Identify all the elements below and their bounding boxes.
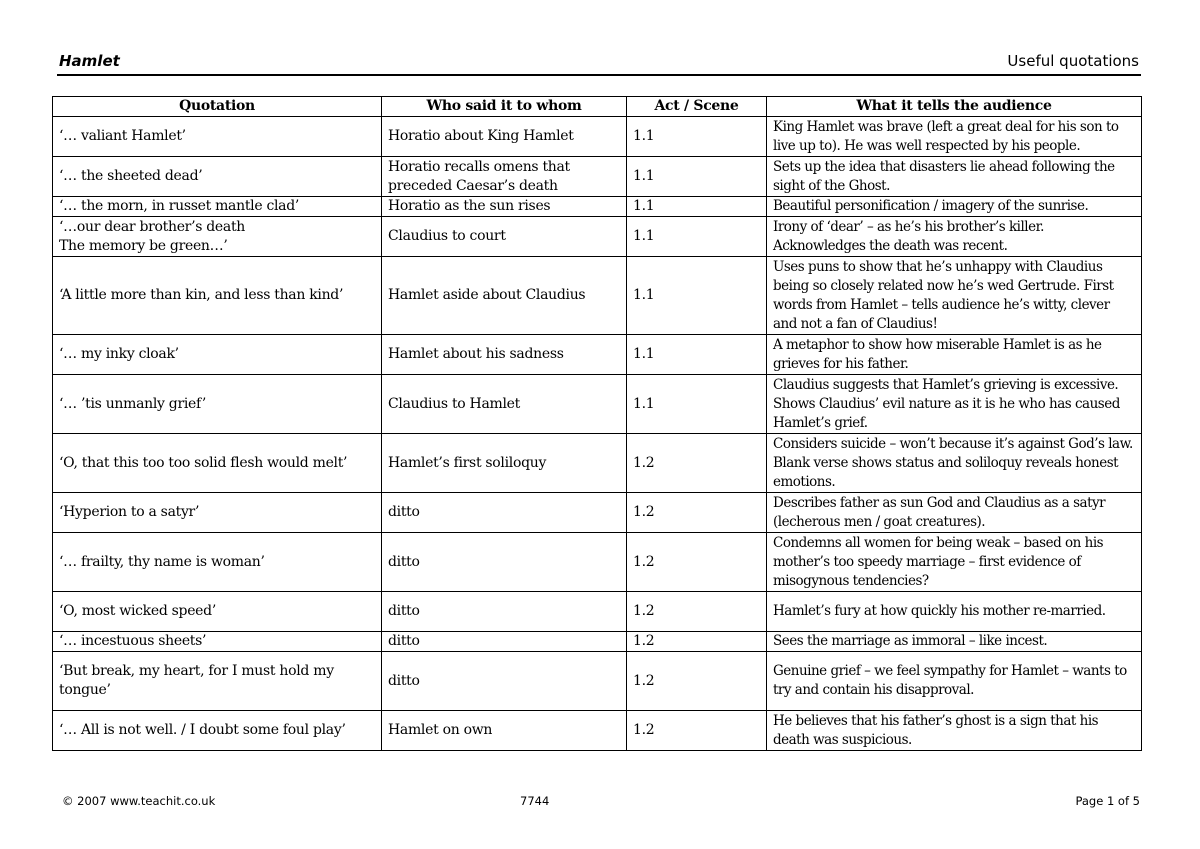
cell-quotation: ‘Hyperion to a satyr’ — [53, 493, 382, 533]
column-header-quotation: Quotation — [53, 97, 382, 117]
cell-who: Horatio as the sun rises — [382, 197, 627, 217]
cell-act-scene: 1.1 — [627, 257, 767, 335]
cell-quotation: ‘O, most wicked speed’ — [53, 592, 382, 632]
cell-audience: Claudius suggests that Hamlet’s grieving is excessive. Shows Claudius’ evil nature as it is he who has caused Hamlet’s grief. — [767, 375, 1142, 434]
footer-copyright: © 2007 www.teachit.co.uk — [62, 794, 216, 808]
cell-audience: Genuine grief – we feel sympathy for Hamlet – wants to try and contain his disapproval. — [767, 652, 1142, 711]
quotations-table — [52, 96, 1142, 751]
cell-who: ditto — [382, 493, 627, 533]
cell-audience: Condemns all women for being weak – based on his mother’s too speedy marriage – first evidence of misogynous tendencies? — [767, 533, 1142, 592]
cell-audience: A metaphor to show how miserable Hamlet is as he grieves for his father. — [767, 335, 1142, 375]
column-header-act-scene: Act / Scene — [627, 97, 767, 117]
cell-act-scene: 1.2 — [627, 434, 767, 493]
cell-quotation: ‘… All is not well. / I doubt some foul play’ — [53, 711, 382, 751]
table-row — [53, 117, 1142, 157]
table-row — [53, 375, 1142, 434]
cell-who: ditto — [382, 652, 627, 711]
table-row — [53, 533, 1142, 592]
column-header-audience: What it tells the audience — [767, 97, 1142, 117]
cell-act-scene: 1.2 — [627, 493, 767, 533]
document-subtitle: Useful quotations — [1007, 52, 1139, 70]
cell-audience: Sets up the idea that disasters lie ahead following the sight of the Ghost. — [767, 157, 1142, 197]
page-footer — [62, 794, 1140, 810]
cell-who: ditto — [382, 533, 627, 592]
cell-quotation: ‘… incestuous sheets’ — [53, 632, 382, 652]
cell-act-scene: 1.2 — [627, 533, 767, 592]
table-body — [53, 117, 1142, 751]
table-row — [53, 197, 1142, 217]
cell-act-scene: 1.2 — [627, 652, 767, 711]
cell-quotation: ‘… ’tis unmanly grief’ — [53, 375, 382, 434]
cell-quotation: ‘…our dear brother’s death The memory be green…’ — [53, 217, 382, 257]
cell-act-scene: 1.1 — [627, 217, 767, 257]
cell-act-scene: 1.1 — [627, 197, 767, 217]
cell-audience: Beautiful personification / imagery of the sunrise. — [767, 197, 1142, 217]
column-header-who: Who said it to whom — [382, 97, 627, 117]
cell-audience: He believes that his father’s ghost is a sign that his death was suspicious. — [767, 711, 1142, 751]
table-header-row — [53, 97, 1142, 117]
table-row — [53, 434, 1142, 493]
cell-quotation: ‘… the morn, in russet mantle clad’ — [53, 197, 382, 217]
cell-act-scene: 1.1 — [627, 335, 767, 375]
cell-audience: King Hamlet was brave (left a great deal for his son to live up to). He was well respected by his people. — [767, 117, 1142, 157]
table-row — [53, 157, 1142, 197]
cell-audience: Describes father as sun God and Claudius as a satyr (lecherous men / goat creatures). — [767, 493, 1142, 533]
cell-quotation: ‘O, that this too too solid flesh would melt’ — [53, 434, 382, 493]
cell-who: Hamlet about his sadness — [382, 335, 627, 375]
cell-audience: Uses puns to show that he’s unhappy with Claudius being so closely related now he’s wed Gertrude. First words from Hamlet – tells audience he’s witty, clever and not a fan of Claudius! — [767, 257, 1142, 335]
cell-audience: Hamlet’s fury at how quickly his mother re-married. — [767, 592, 1142, 632]
table-row — [53, 493, 1142, 533]
cell-quotation: ‘… valiant Hamlet’ — [53, 117, 382, 157]
footer-page-number: Page 1 of 5 — [1075, 794, 1140, 808]
cell-act-scene: 1.2 — [627, 592, 767, 632]
cell-audience: Considers suicide – won’t because it’s against God’s law. Blank verse shows status and soliloquy reveals honest emotions. — [767, 434, 1142, 493]
cell-quotation: ‘… the sheeted dead’ — [53, 157, 382, 197]
cell-who: Hamlet aside about Claudius — [382, 257, 627, 335]
cell-quotation: ‘But break, my heart, for I must hold my tongue’ — [53, 652, 382, 711]
page-header — [57, 52, 1141, 76]
cell-act-scene: 1.1 — [627, 375, 767, 434]
table-row — [53, 257, 1142, 335]
table-row — [53, 632, 1142, 652]
footer-code: 7744 — [520, 794, 550, 808]
cell-who: Horatio about King Hamlet — [382, 117, 627, 157]
cell-audience: Sees the marriage as immoral – like incest. — [767, 632, 1142, 652]
cell-who: Hamlet’s first soliloquy — [382, 434, 627, 493]
table-row — [53, 592, 1142, 632]
cell-act-scene: 1.2 — [627, 711, 767, 751]
cell-quotation: ‘… my inky cloak’ — [53, 335, 382, 375]
cell-who: Claudius to court — [382, 217, 627, 257]
table-row — [53, 335, 1142, 375]
cell-act-scene: 1.2 — [627, 632, 767, 652]
table-row — [53, 217, 1142, 257]
table-row — [53, 652, 1142, 711]
cell-who: Claudius to Hamlet — [382, 375, 627, 434]
document-title: Hamlet — [59, 52, 120, 70]
cell-quotation: ‘… frailty, thy name is woman’ — [53, 533, 382, 592]
table-row — [53, 711, 1142, 751]
cell-who: Horatio recalls omens that preceded Caesar’s death — [382, 157, 627, 197]
cell-audience: Irony of ‘dear’ – as he’s his brother’s killer. Acknowledges the death was recent. — [767, 217, 1142, 257]
cell-who: Hamlet on own — [382, 711, 627, 751]
cell-who: ditto — [382, 632, 627, 652]
cell-quotation: ‘A little more than kin, and less than kind’ — [53, 257, 382, 335]
cell-act-scene: 1.1 — [627, 117, 767, 157]
cell-who: ditto — [382, 592, 627, 632]
cell-act-scene: 1.1 — [627, 157, 767, 197]
